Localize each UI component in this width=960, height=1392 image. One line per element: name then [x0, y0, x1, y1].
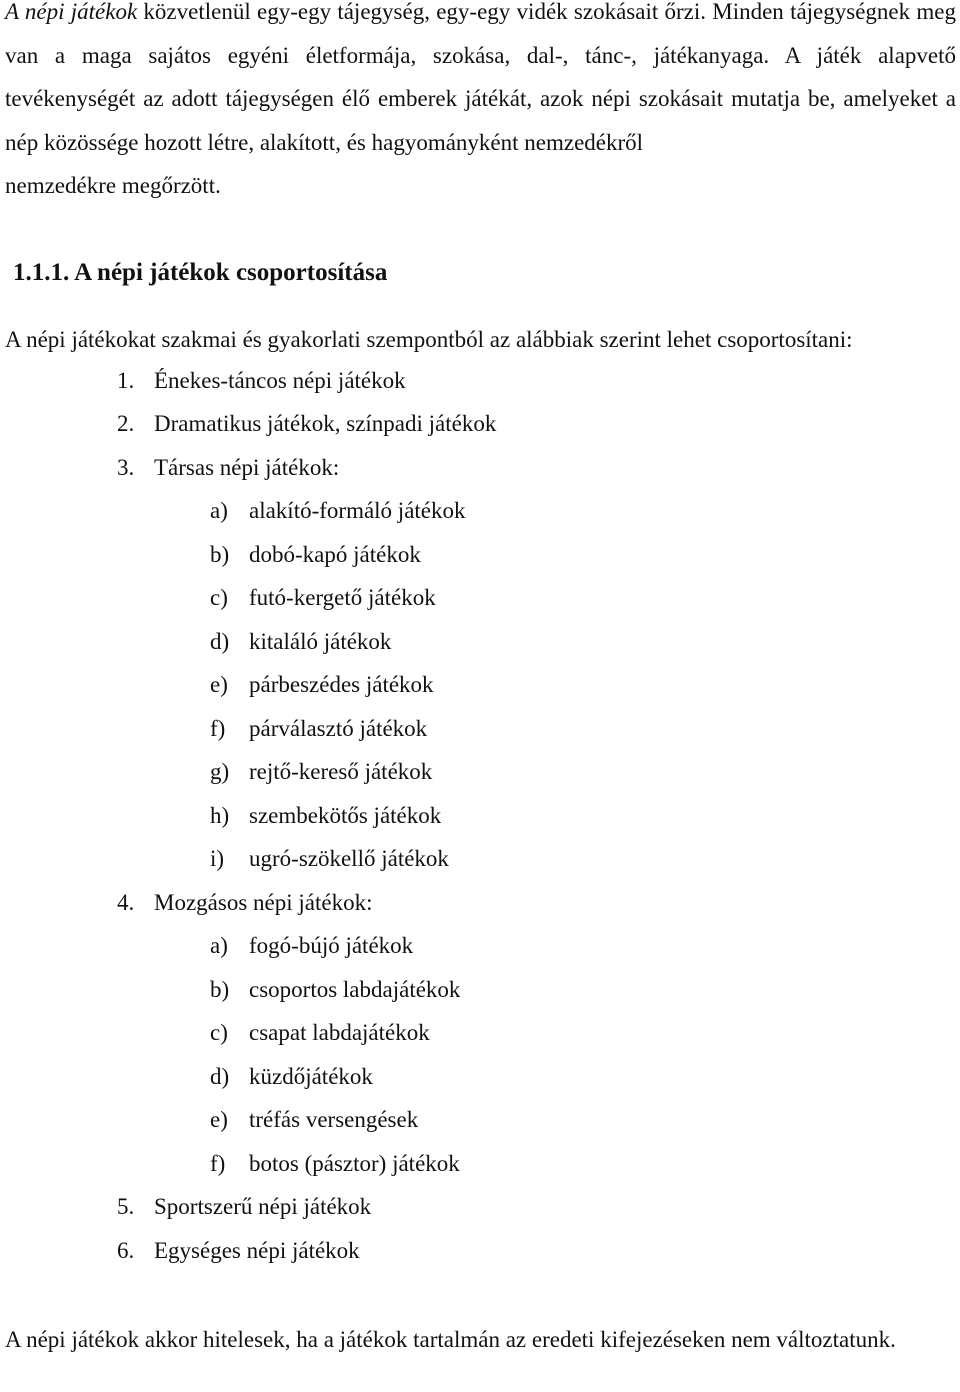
closing-paragraph: A népi játékok akkor hitelesek, ha a játékok tartalmán az eredeti kifejezéseken nem változtatunk.	[5, 1327, 896, 1352]
sub-list-letter: b)	[210, 977, 230, 1002]
list-label: Sportszerű népi játékok	[154, 1194, 372, 1219]
sub-list-letter: a)	[210, 933, 228, 958]
classification-lead: A népi játékokat szakmai és gyakorlati szempontból az alábbiak szerint lehet csoportosítani:	[5, 327, 853, 352]
sub-list-letter: e)	[210, 1107, 228, 1132]
list-number: 1.	[117, 368, 135, 393]
sub-list-letter: a)	[210, 498, 228, 523]
sub-list-label: küzdőjátékok	[249, 1064, 373, 1089]
sub-list-label: botos (pásztor) játékok	[249, 1151, 460, 1176]
intro-paragraph	[5, 0, 956, 164]
list-label: Dramatikus játékok, színpadi játékok	[154, 411, 497, 436]
sub-list-letter: e)	[210, 672, 228, 697]
sub-list-letter: i)	[210, 846, 225, 871]
sub-list-label: párválasztó játékok	[249, 716, 428, 741]
list-label: Énekes-táncos népi játékok	[154, 368, 406, 393]
list-number: 3.	[117, 455, 135, 480]
list-label: Egységes népi játékok	[154, 1238, 360, 1263]
sub-list-label: alakító-formáló játékok	[249, 498, 466, 523]
sub-list-label: csapat labdajátékok	[249, 1020, 430, 1045]
sub-list-letter: g)	[210, 759, 230, 784]
sub-list-letter: b)	[210, 542, 230, 567]
sub-list-letter: d)	[210, 1064, 230, 1089]
sub-list-label: dobó-kapó játékok	[249, 542, 421, 567]
list-label: Társas népi játékok:	[154, 455, 340, 480]
list-number: 6.	[117, 1238, 135, 1263]
sub-list-label: fogó-bújó játékok	[249, 933, 414, 958]
intro-last-line: nemzedékre megőrzött.	[5, 173, 221, 198]
list-label: Mozgásos népi játékok:	[154, 890, 373, 915]
intro-italic-lead: A népi játékok	[5, 0, 138, 24]
sub-list-letter: d)	[210, 629, 230, 654]
sub-list-label: szembekötős játékok	[249, 803, 442, 828]
sub-list-letter: f)	[210, 1151, 226, 1176]
sub-list-letter: h)	[210, 803, 230, 828]
sub-list-letter: f)	[210, 716, 226, 741]
sub-list-label: kitaláló játékok	[249, 629, 392, 654]
sub-list-label: csoportos labdajátékok	[249, 977, 461, 1002]
sub-list-label: futó-kergető játékok	[249, 585, 436, 610]
list-number: 4.	[117, 890, 135, 915]
list-number: 5.	[117, 1194, 135, 1219]
sub-list-letter: c)	[210, 585, 228, 610]
sub-list-label: párbeszédes játékok	[249, 672, 434, 697]
sub-list-letter: c)	[210, 1020, 228, 1045]
sub-list-label: ugró-szökellő játékok	[249, 846, 449, 871]
intro-body: közvetlenül egy-egy tájegység, egy-egy vidék szokásait őrzi. Minden tájegységnek meg van a maga sajátos egyéni életformája, szokása, dal-, tánc-, játékanyaga. A játék alapvető tevékenységét az adott tájegységen élő emberek játékát, azok népi szokásait mutatja be, amelyeket a nép közössége hozott létre, alakított, és hagyományként nemzedékről	[5, 0, 956, 155]
sub-list-label: rejtő-kereső játékok	[249, 759, 433, 784]
sub-list-label: tréfás versengések	[249, 1107, 419, 1132]
section-heading: 1.1.1. A népi játékok csoportosítása	[13, 259, 388, 286]
list-number: 2.	[117, 411, 135, 436]
